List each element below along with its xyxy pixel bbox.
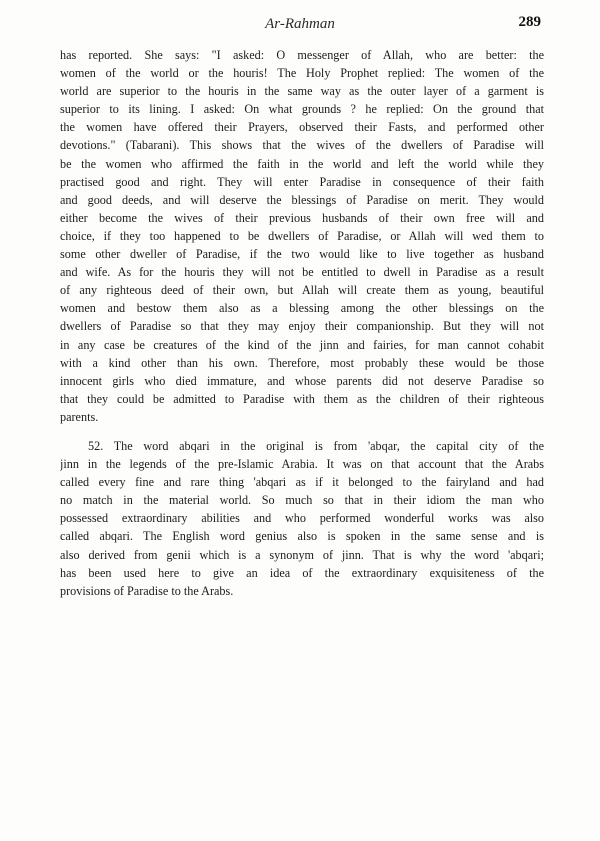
text-line: no match in the material world. So much so that in their idiom the man who bbox=[60, 493, 544, 508]
text-line: in any case be creatures of the kind of the jinn and fairies, for man cannot cohabit bbox=[60, 337, 544, 352]
text-line: possessed extraordinary abilities and who performed wonderful works was also bbox=[60, 511, 544, 526]
text-line: has been used here to give an idea of the extraordinary exquisiteness of the bbox=[60, 565, 544, 580]
text-line: of any righteous deed of their own, but Allah will create them as young, beautiful bbox=[60, 283, 544, 298]
body-text bbox=[60, 46, 544, 600]
text-line: called every fine and rare thing 'abqari as if it belonged to the fairyland and had bbox=[60, 475, 544, 490]
running-title: Ar-Rahman bbox=[265, 16, 335, 32]
text-line: world are superior to the houris in the same way as the outer layer of a garment is bbox=[60, 84, 544, 99]
text-line: choice, if they too happened to be dwellers of Paradise, or Allah will wed them to bbox=[60, 228, 544, 243]
text-line: parents. bbox=[60, 409, 99, 424]
note-52-paragraph bbox=[60, 437, 544, 600]
text-line: 52. The word abqari in the original is from 'abqar, the capital city of the bbox=[88, 438, 544, 453]
text-line: the women have offered their Prayers, observed their Fasts, and performed other bbox=[60, 120, 544, 135]
text-line: superior to its lining. I asked: On what grounds ? he replied: On the ground that bbox=[60, 102, 544, 117]
text-line: jinn in the legends of the pre-Islamic Arabia. It was on that account that the Arabs bbox=[60, 457, 544, 472]
running-head bbox=[0, 14, 600, 36]
text-line: devotions." (Tabarani). This shows that the wives of the dwellers of Paradise will bbox=[60, 138, 544, 153]
text-line: either become the wives of their previous husbands of their own free will and bbox=[60, 210, 544, 225]
text-line: and wife. As for the houris they will not be entitled to dwell in Paradise as a result bbox=[60, 265, 544, 280]
text-line: women of the world or the houris! The Holy Prophet replied: The women of the bbox=[60, 66, 544, 81]
text-line: has reported. She says: "I asked: O messenger of Allah, who are better: the bbox=[60, 48, 544, 62]
text-line: also derived from genii which is a synonym of jinn. That is why the word 'abqari; bbox=[60, 547, 544, 562]
page-number: 289 bbox=[518, 14, 541, 30]
text-line: called abqari. The English word genius also is spoken in the same sense and is bbox=[60, 529, 544, 544]
text-line: women and bestow them also as a blessing among the other blessings on the bbox=[60, 301, 544, 316]
text-line: dwellers of Paradise so that they may enjoy their companionship. But they will not bbox=[60, 319, 544, 334]
text-line: and good deeds, and will deserve the blessings of Paradise on merit. They would bbox=[60, 192, 544, 207]
text-line: provisions of Paradise to the Arabs. bbox=[60, 583, 234, 598]
text-line: some other dweller of Paradise, if the two would like to live together as husband bbox=[60, 247, 544, 262]
text-line: innocent girls who died immature, and whose parents did not deserve Paradise so bbox=[60, 373, 544, 388]
text-line: that they could be admitted to Paradise with them as the children of their righteous bbox=[60, 391, 544, 406]
text-line: with a kind other than his own. Therefore, most probably these would be those bbox=[60, 355, 544, 370]
paragraph-continued bbox=[60, 46, 544, 426]
text-line: be the women who affirmed the faith in the world and left the world while they bbox=[60, 156, 544, 171]
text-line: practised good and right. They will enter Paradise in consequence of their faith bbox=[60, 174, 544, 189]
